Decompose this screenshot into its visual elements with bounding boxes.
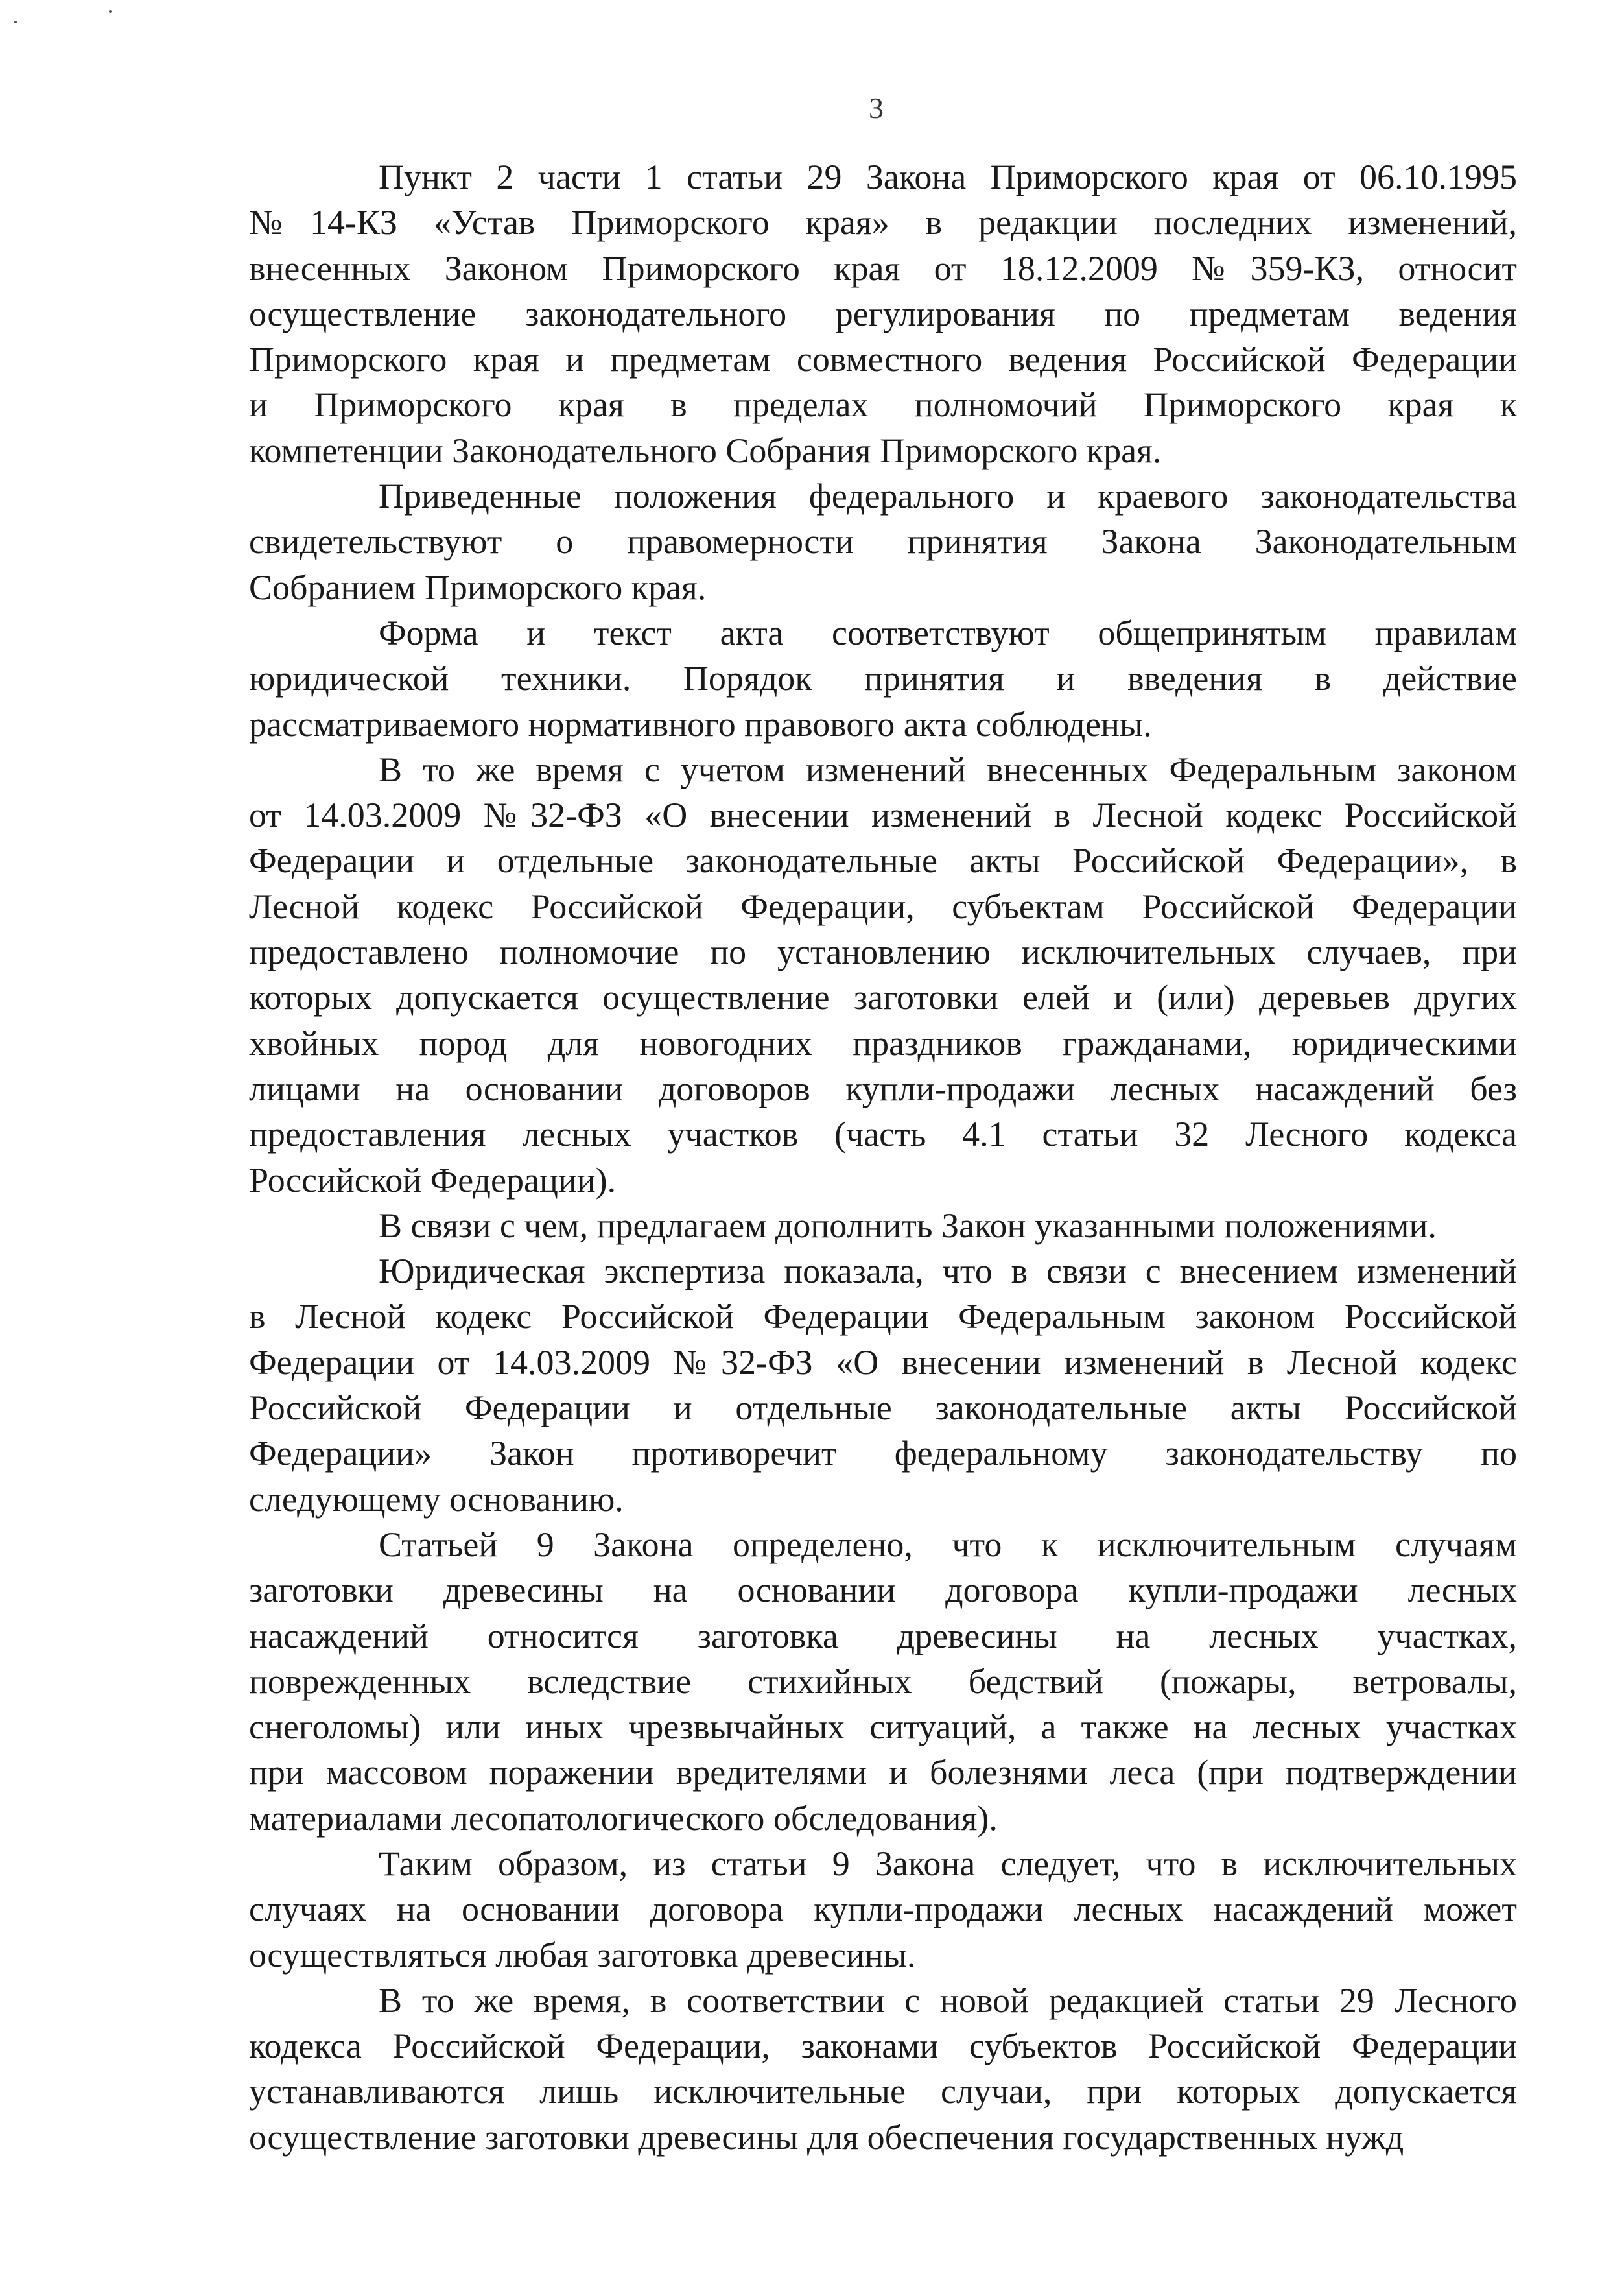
- paragraph: [249, 154, 1517, 473]
- text-line: Российской Федерации).: [249, 1160, 617, 1200]
- text-line: рассматриваемого нормативного правового акта соблюдены.: [249, 704, 1152, 744]
- page-number: 3: [869, 91, 884, 125]
- text-line: свидетельствуют о правомерности принятия Закона Законодательным: [249, 522, 1517, 562]
- text-line: В связи с чем, предлагаем дополнить Закон указанными положениями.: [379, 1205, 1437, 1245]
- paragraph: [249, 610, 1517, 747]
- text-line: снеголомы) или иных чрезвычайных ситуаций, а также на лесных участках: [249, 1707, 1517, 1747]
- text-line: следующему основанию.: [249, 1479, 624, 1519]
- text-line: при массовом поражении вредителями и болезнями леса (при подтверждении: [249, 1753, 1517, 1792]
- scan-speck: [109, 10, 112, 13]
- paragraph: [249, 1841, 1517, 1978]
- text-line: насаждений относится заготовка древесины на лесных участках,: [249, 1616, 1517, 1655]
- text-line: В то же время с учетом изменений внесенных Федеральным законом: [379, 750, 1517, 789]
- text-line: поврежденных вследствие стихийных бедствий (пожары, ветровалы,: [249, 1661, 1517, 1701]
- text-line: Лесной кодекс Российской Федерации, субъектам Российской Федерации: [249, 886, 1517, 926]
- text-line: В то же время, в соответствии с новой редакцией статьи 29 Лесного: [379, 1980, 1517, 2020]
- text-line: Юридическая экспертиза показала, что в связи с внесением изменений: [379, 1252, 1517, 1291]
- text-line: осуществление заготовки древесины для обеспечения государственных нужд: [249, 2117, 1404, 2157]
- text-line: Статьей 9 Закона определено, что к исключительным случаям: [379, 1525, 1517, 1564]
- text-line: осуществляться любая заготовка древесины.: [249, 1935, 916, 1975]
- text-line: Федерации» Закон противоречит федеральному законодательству по: [249, 1434, 1517, 1473]
- scan-speck: [14, 21, 17, 23]
- text-line: устанавливаются лишь исключительные случаи, при которых допускается: [249, 2072, 1517, 2111]
- text-line: в Лесной кодекс Российской Федерации Федеральным законом Российской: [249, 1297, 1517, 1336]
- text-line: от 14.03.2009 №32-ФЗ «О внесении изменений в Лесной кодекс Российской: [249, 796, 1517, 835]
- text-line: компетенции Законодательного Собрания Приморского края.: [249, 431, 1162, 470]
- text-line: Российской Федерации и отдельные законодательные акты Российской: [249, 1388, 1517, 1428]
- text-line: которых допускается осуществление заготовки елей и (или) деревьев других: [249, 978, 1517, 1017]
- text-line: юридической техники. Порядок принятия и введения в действие: [249, 659, 1517, 698]
- text-line: осуществление законодательного регулирования по предметам ведения: [249, 294, 1517, 333]
- text-line: предоставлено полномочие по установлению исключительных случаев, при: [249, 932, 1517, 972]
- text-line: Пункт 2 части 1 статьи 29 Закона Приморского края от 06.10.1995: [379, 158, 1517, 196]
- text-line: предоставления лесных участков (часть 4.1 статьи 32 Лесного кодекса: [249, 1115, 1517, 1154]
- text-line: №14-КЗ «Устав Приморского края» в редакции последних изменений,: [249, 203, 1517, 243]
- text-line: заготовки древесины на основании договора купли-продажи лесных: [249, 1571, 1517, 1610]
- text-line: и Приморского края в пределах полномочий Приморского края к: [249, 385, 1517, 425]
- paragraph: [249, 1522, 1517, 1841]
- text-line: Форма и текст акта соответствуют общепринятым правилам: [379, 613, 1517, 652]
- text-line: лицами на основании договоров купли-продажи лесных насаждений без: [249, 1069, 1517, 1108]
- paragraph: [249, 1248, 1517, 1522]
- text-line: Таким образом, из статьи 9 Закона следует, что в исключительных: [379, 1844, 1517, 1883]
- text-line: Федерации от 14.03.2009 №32-ФЗ «О внесении изменений в Лесной кодекс: [249, 1342, 1517, 1382]
- text-line: Федерации и отдельные законодательные акты Российской Федерации», в: [249, 841, 1517, 881]
- text-line: материалами лесопатологического обследования).: [249, 1798, 998, 1838]
- text-line: случаях на основании договора купли-продажи лесных насаждений может: [249, 1890, 1517, 1929]
- text-line: хвойных пород для новогодних праздников гражданами, юридическими: [249, 1023, 1517, 1063]
- text-line: Приморского края и предметам совместного ведения Российской Федерации: [249, 340, 1517, 379]
- paragraph: [249, 1978, 1517, 2160]
- text-line: Приведенные положения федерального и краевого законодательства: [379, 477, 1517, 516]
- text-line: кодекса Российской Федерации, законами субъектов Российской Федерации: [249, 2026, 1517, 2066]
- document-body: [249, 154, 1517, 2160]
- text-line: внесенных Законом Приморского края от 18.12.2009 №359-КЗ, относит: [249, 248, 1517, 288]
- text-line: Собранием Приморского края.: [249, 567, 707, 607]
- paragraph: [249, 747, 1517, 1203]
- paragraph: [249, 473, 1517, 610]
- paragraph: [249, 1203, 1517, 1248]
